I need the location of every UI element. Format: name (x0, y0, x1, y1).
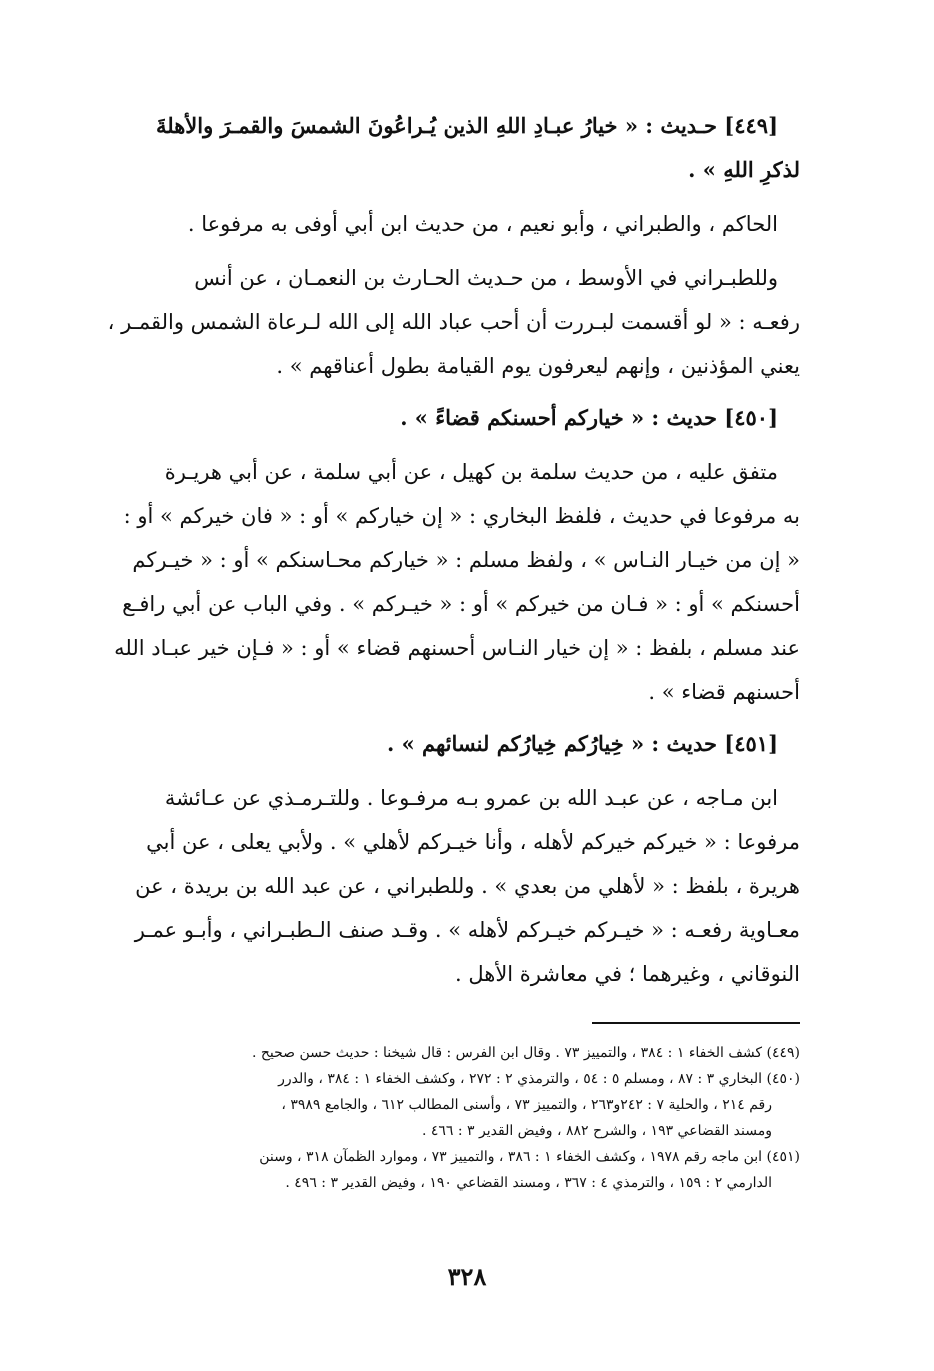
hadith-450-text-line: أحسنكم » أو : « فـان من خيركم » أو : « خيـركم » . وفي الباب عن أبي رافـع (122, 592, 800, 616)
hadith-450-text-line: عند مسلم ، بلفظ : « إن خيار النـاس أحسنهم قضاء » أو : « فـإن خير عبـاد الله (114, 636, 800, 660)
hadith-451-text-line: مرفوعا : « خيركم خيركم لأهله ، وأنا خيـركم لأهلي » . ولأبي يعلى ، عن أبي (146, 830, 800, 854)
footnote-451-cont: الدارمي ٢ : ١٥٩ ، والترمذي ٤ : ٣٦٧ ، ومسند القضاعي ١٩٠ ، وفيض القدير ٣ : ٤٩٦ . (285, 1175, 772, 1191)
hadith-451-text-line: معـاوية رفعـه : « خيـركم خيـركم لأهله » . وقـد صنف الـطبـراني ، وأبـو عمـر (134, 918, 800, 942)
hadith-450-text-line: أحسنهم قضاء » . (648, 680, 800, 704)
hadith-449-heading-cont: لذكرِ اللهِ » . (688, 157, 800, 182)
footnote-divider (592, 1022, 800, 1024)
hadith-449-text-line: رفعـه : « لو أقسمت لبـررت أن أحب عباد الله إلى الله لـرعاة الشمس والقمـر ، (107, 310, 800, 334)
hadith-450-text-line: « إن من خيـار النـاس » ، ولفظ مسلم : « خياركم محـاسنكم » أو : « خيـركم (132, 548, 800, 572)
hadith-449 (70, 104, 800, 388)
hadith-450 (70, 396, 800, 714)
footnote-450-cont: ومسند القضاعي ١٩٣ ، والشرح ٨٨٢ ، وفيض القدير ٣ : ٤٦٦ . (421, 1123, 772, 1139)
hadith-451-text-line: هريرة ، بلفظ : « لأهلي من بعدي » . وللطبراني ، عن عبد الله بن بريدة ، عن (135, 874, 800, 898)
hadith-450-heading: [٤٥٠] حديث : « خياركم أحسنكم قضاءً » . (400, 405, 778, 430)
main-text (70, 104, 800, 996)
footnote-450: (٤٥٠) البخاري ٣ : ٨٧ ، ومسلم ٥ : ٥٤ ، والترمذي ٢ : ٢٧٢ ، وكشف الخفاء ١ : ٣٨٤ ، والدرر (278, 1071, 800, 1087)
footnote-449: (٤٤٩) كشف الخفاء ١ : ٣٨٤ ، والتمييز ٧٣ . وقال ابن الفرس : قال شيخنا : حديث حسن صحيح . (251, 1045, 800, 1061)
hadith-449-text-line: وللطبـراني في الأوسط ، من حـديث الحـارث بن النعمـان ، عن أنس (194, 266, 778, 290)
hadith-449-source-line: الحاكم ، والطبراني ، وأبو نعيم ، من حديث ابن أبي أوفى به مرفوعا . (187, 212, 778, 236)
hadith-451-text-line: النوقاني ، وغيرهما ؛ في معاشرة الأهل . (454, 962, 800, 986)
hadith-450-text-line: متفق عليه ، من حديث سلمة بن كهيل ، عن أبي سلمة ، عن أبي هريـرة (164, 460, 778, 484)
hadith-449-text-line: يعني المؤذنين ، وإنهم ليعرفون يوم القيامة بطول أعناقهم » . (276, 354, 800, 378)
footnotes (70, 1040, 800, 1196)
hadith-451-heading: [٤٥١] حديث : « خِيارُكم خِيارُكم لنسائهم » . (386, 731, 778, 756)
hadith-451 (70, 722, 800, 996)
page-number: ٣٢٨ (447, 1262, 487, 1291)
footnote-450-cont: رقم ٢١٤ ، والحلية ٧ : ٢٤٢و٢٦٣ ، والتمييز ٧٣ ، وأسنى المطالب ٦١٢ ، والجامع ٣٩٨٩ ، (281, 1097, 772, 1113)
hadith-451-text-line: ابن مـاجه ، عن عبـد الله بن عمرو بـه مرفـوعا . وللتـرمـذي عن عـائشة (164, 786, 778, 810)
hadith-450-text-line: به مرفوعا في حديث ، فلفظ البخاري : « إن خياركم » أو : « فان خيركم » أو : (123, 504, 800, 528)
footnote-451: (٤٥١) ابن ماجه رقم ١٩٧٨ ، وكشف الخفاء ١ : ٣٨٦ ، والتمييز ٧٣ ، وموارد الظمآن ٣١٨ ، وسنن (259, 1149, 800, 1165)
hadith-449-heading: [٤٤٩] حـديث : « خيارُ عبـادِ اللهِ الذين يُـراعُونَ الشمسَ والقمـرَ والأهلةَ (155, 113, 778, 138)
